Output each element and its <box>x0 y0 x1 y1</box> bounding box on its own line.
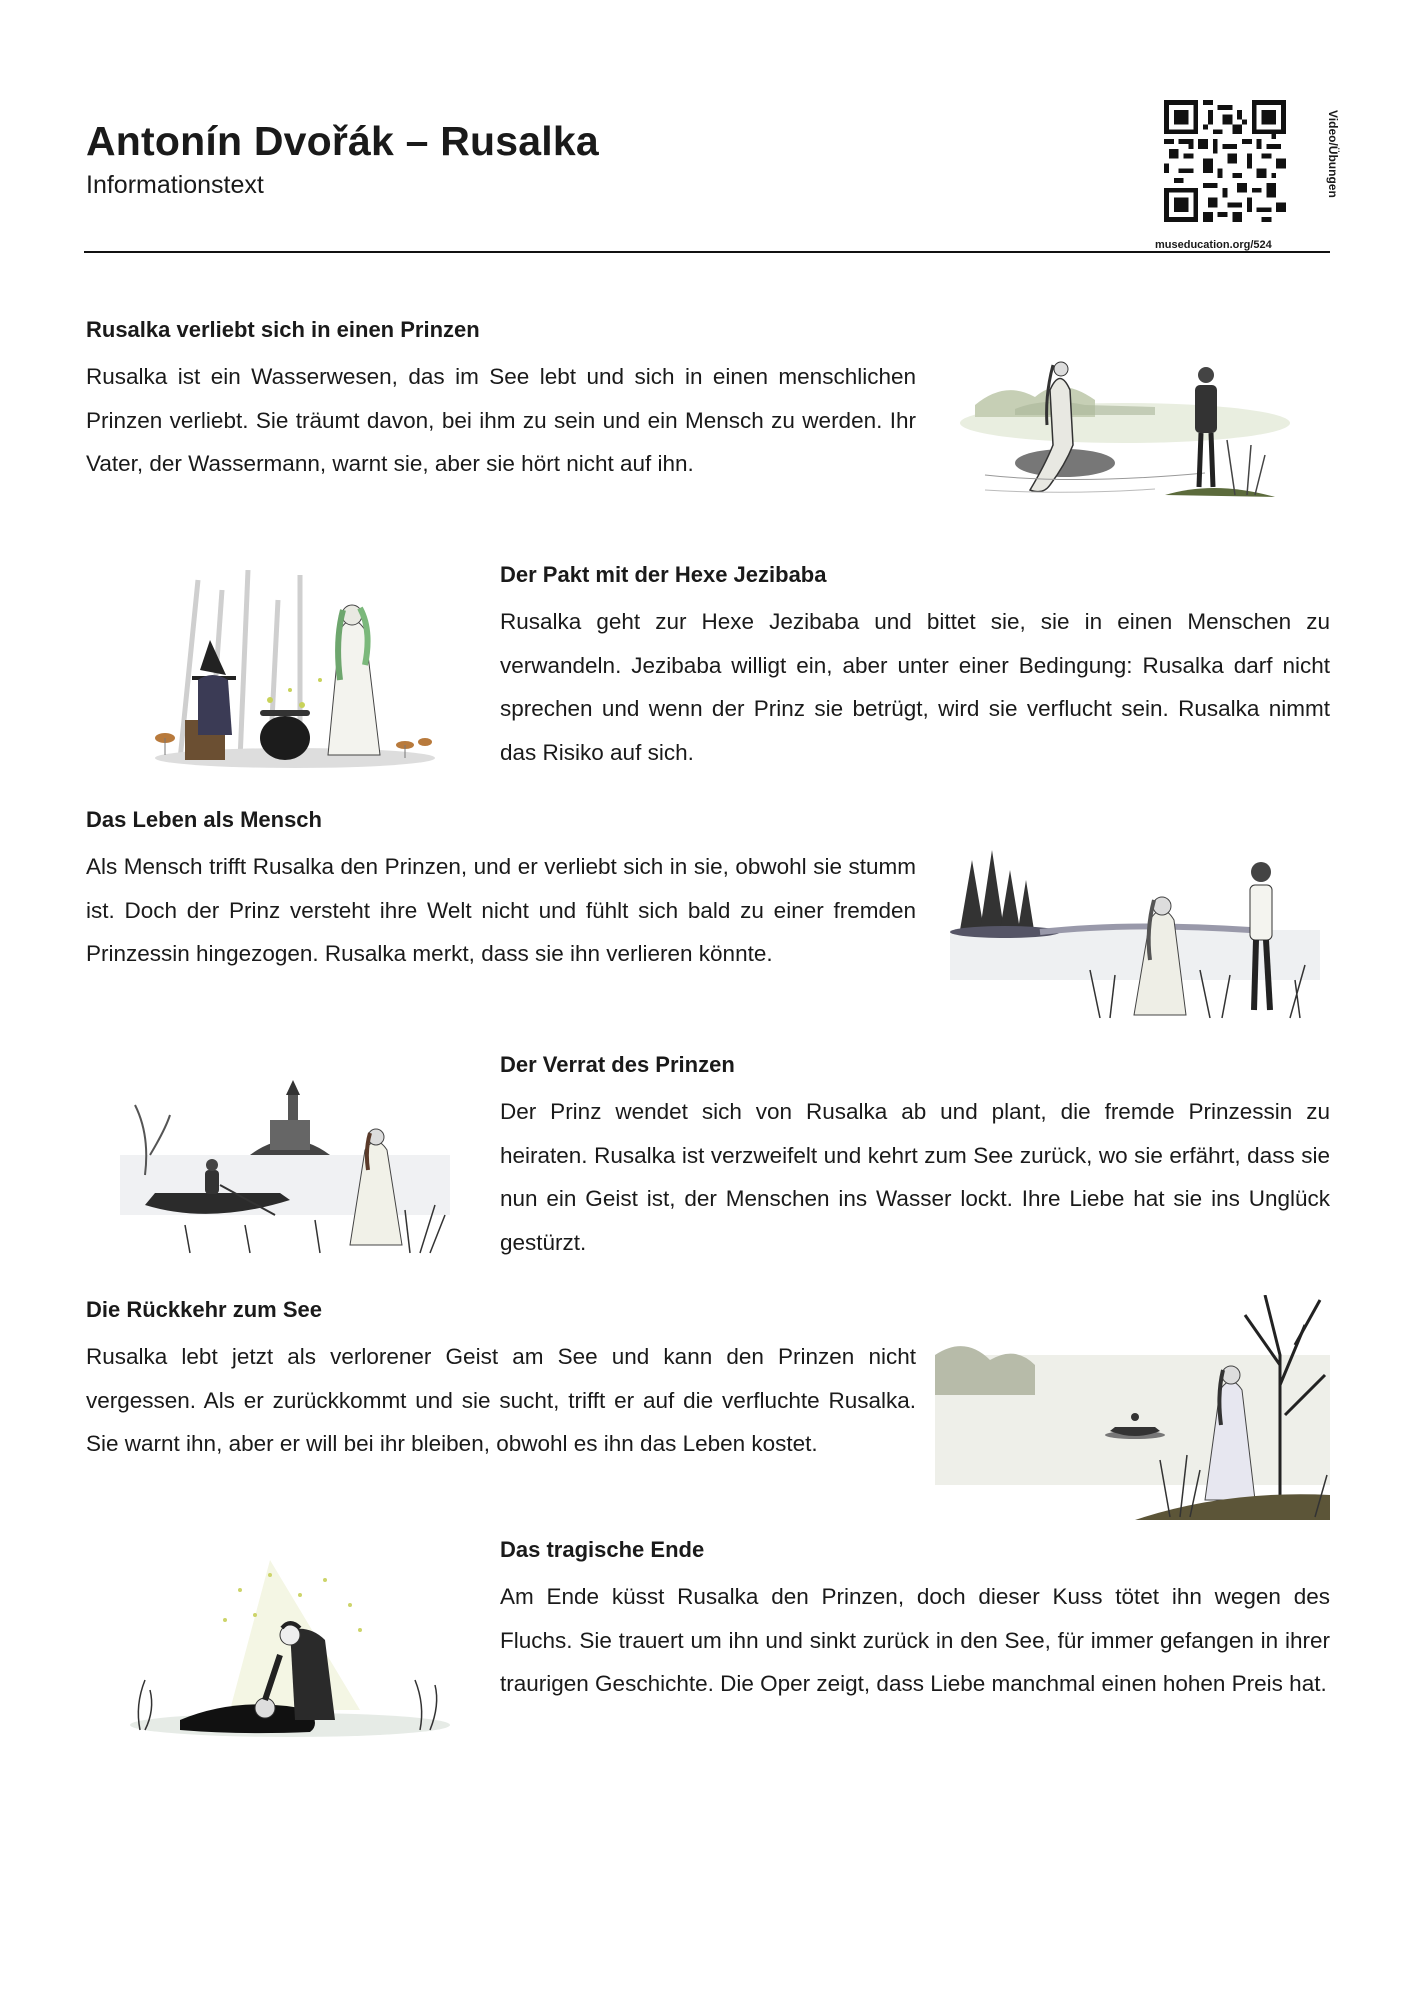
side-label-text: Video/Übungen <box>1326 110 1340 198</box>
section-tragic-end <box>500 1535 1330 1706</box>
header-divider <box>84 251 1330 253</box>
video-exercises-label <box>1320 110 1340 220</box>
section-heading: Das Leben als Mensch <box>86 807 322 832</box>
section-heading: Das tragische Ende <box>500 1537 705 1562</box>
section-text: Am Ende küsst Rusalka den Prinzen, doch dieser Kuss tötet ihn wegen des Fluchs. Sie trauert um ihn und sinkt zurück in den See, für immer gefangen in ihrer traurigen Geschichte. Die Oper zeigt, dass Liebe manchmal einen hohen Preis hat. <box>500 1584 1330 1696</box>
page-title: Antonín Dvořák – Rusalka <box>86 118 599 164</box>
section-text: Rusalka geht zur Hexe Jezibaba und bittet sie, sie in einen Menschen zu verwandeln. Jezibaba willigt ein, aber unter einer Bedingung: Rusalka darf nicht sprechen und wenn der Prinz sie betrügt, wird sie verflucht sein. Rusalka nimmt das Risiko auf sich. <box>500 609 1330 765</box>
section-text: Rusalka lebt jetzt als verlorener Geist am See und kann den Prinzen nicht vergessen. Als er zurückkommt und sie sucht, trifft er auf die verfluchte Rusalka. Sie warnt ihn, aber er will bei ihr bleiben, obwohl es ihn das Leben kostet. <box>86 1344 916 1456</box>
section-life-as-human <box>86 805 916 976</box>
tragic-ending-illustration <box>120 1560 460 1745</box>
page-subtitle: Informationstext <box>86 171 264 200</box>
ghost-at-lake-illustration <box>935 1295 1330 1520</box>
mermaid-on-rock-illustration <box>955 345 1305 515</box>
couple-at-lake-illustration <box>950 840 1320 1020</box>
section-text: Als Mensch trifft Rusalka den Prinzen, und er verliebt sich in sie, obwohl sie stumm ist. Doch der Prinz versteht ihre Welt nicht und fühlt sich bald zu einer fremden Prinzessin hingezogen. Rusalka merkt, dass sie ihn verlieren könnte. <box>86 854 916 966</box>
section-heading: Rusalka verliebt sich in einen Prinzen <box>86 317 480 342</box>
boat-and-castle-illustration <box>120 1075 450 1255</box>
section-heading: Der Verrat des Prinzen <box>500 1052 735 1077</box>
section-prince-love <box>86 315 916 486</box>
witch-cauldron-illustration <box>140 570 450 770</box>
section-prince-betrayal <box>500 1050 1330 1264</box>
source-url-link[interactable]: museducation.org/524 <box>1155 239 1272 251</box>
header <box>86 120 599 200</box>
section-text: Der Prinz wendet sich von Rusalka ab und plant, die fremde Prinzessin zu heiraten. Rusalka ist verzweifelt und kehrt zum See zurück, wo sie erfährt, dass sie nun ein Geist ist, der Menschen ins Wasser lockt. Ihre Liebe hat sie ins Unglück gestürzt. <box>500 1099 1330 1255</box>
section-heading: Die Rückkehr zum See <box>86 1297 322 1322</box>
section-return-to-lake <box>86 1295 916 1466</box>
section-text: Rusalka ist ein Wasserwesen, das im See lebt und sich in einen menschlichen Prinzen verliebt. Sie träumt davon, bei ihm zu sein und ein Mensch zu werden. Ihr Vater, der Wassermann, warnt sie, aber sie hört nicht auf ihn. <box>86 364 916 476</box>
section-heading: Der Pakt mit der Hexe Jezibaba <box>500 562 827 587</box>
qr-code-icon[interactable] <box>1164 100 1286 222</box>
section-witch-pact <box>500 560 1330 774</box>
